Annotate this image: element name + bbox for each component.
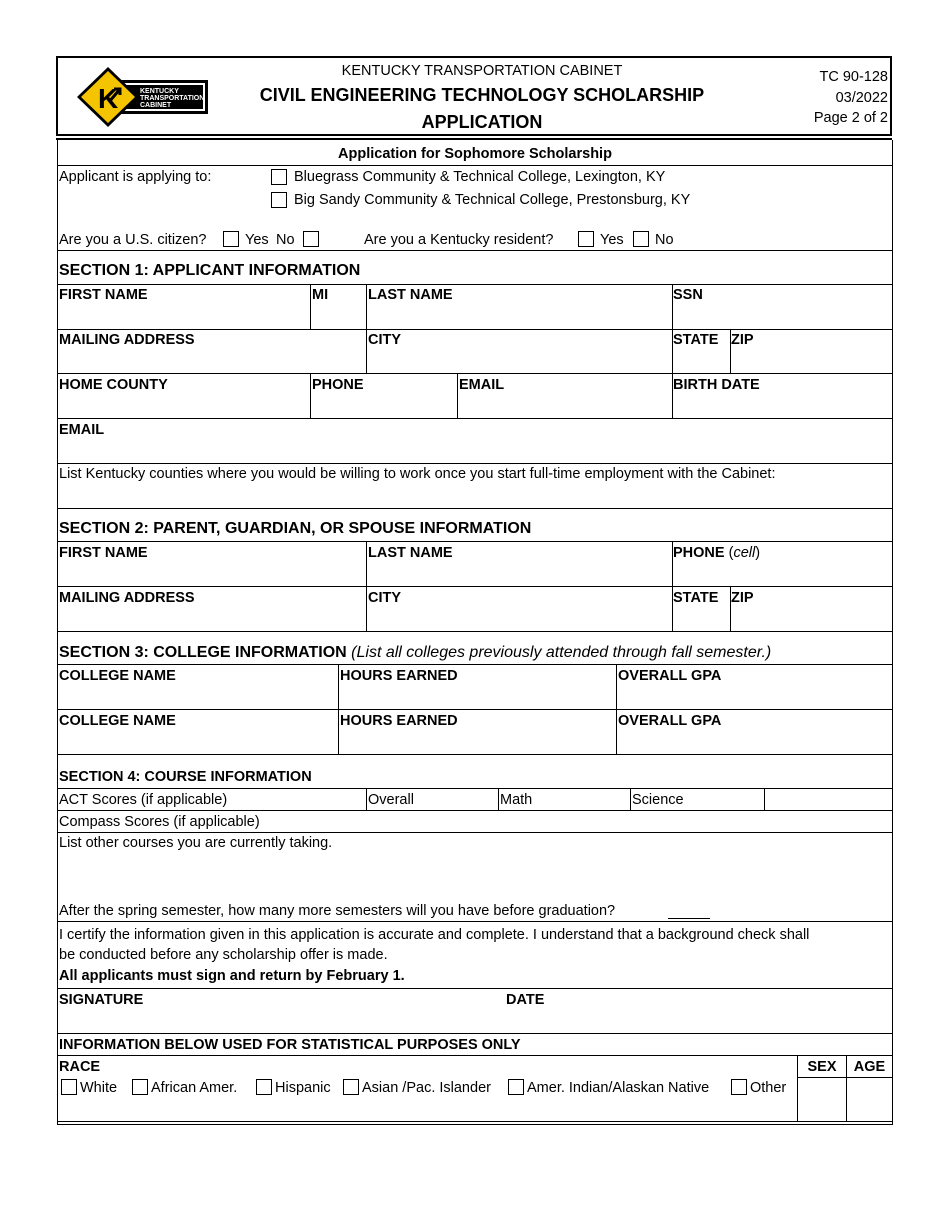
s4-semesters-question: After the spring semester, how many more semesters will you have before graduation? (59, 903, 616, 919)
rule (57, 1033, 893, 1034)
rule (310, 284, 311, 329)
race-amer-indian-checkbox[interactable] (508, 1079, 524, 1095)
citizen-yes-label: Yes (245, 232, 269, 248)
s1-city-label[interactable]: CITY (368, 332, 402, 348)
body-left-border (57, 140, 58, 1124)
s1-ssn-label[interactable]: SSN (673, 287, 703, 303)
logo-letter: K (98, 83, 119, 114)
s4-act-label: ACT Scores (if applicable) (59, 792, 228, 808)
form-title-line2: APPLICATION (421, 112, 543, 132)
s2-state-label[interactable]: STATE (673, 590, 719, 606)
rule (764, 788, 765, 810)
race-asian-checkbox[interactable] (343, 1079, 359, 1095)
rule (366, 329, 367, 373)
rule (57, 586, 893, 587)
rule (57, 709, 893, 710)
rule (366, 788, 367, 810)
resident-yes-checkbox[interactable] (578, 231, 594, 247)
s2-phone-label: PHONE (673, 545, 725, 561)
rule (457, 373, 458, 418)
rule (57, 418, 893, 419)
s3-college-name-1-label[interactable]: COLLEGE NAME (59, 668, 176, 684)
s3-hours-earned-2-label[interactable]: HOURS EARNED (340, 713, 458, 729)
rule (630, 788, 631, 810)
certification-deadline: All applicants must sign and return by February 1. (59, 968, 405, 984)
s1-zip-label[interactable]: ZIP (731, 332, 754, 348)
rule (498, 788, 499, 810)
citizen-question: Are you a U.S. citizen? (59, 232, 207, 248)
rule (57, 508, 893, 509)
race-amer-indian-label: Amer. Indian/Alaskan Native (527, 1080, 710, 1096)
s2-phone-label-group[interactable]: PHONE (cell) (673, 545, 761, 561)
section4-title: SECTION 4: COURSE INFORMATION (59, 769, 312, 785)
resident-no-label: No (655, 232, 674, 248)
sex-label[interactable]: SEX (807, 1059, 837, 1075)
college-option-2-label: Big Sandy Community & Technical College, Prestonsburg, KY (294, 192, 691, 208)
s2-city-label[interactable]: CITY (368, 590, 402, 606)
s4-compass-field[interactable]: Compass Scores (if applicable) (59, 814, 260, 830)
rule (57, 754, 893, 755)
s4-semesters-blank[interactable] (668, 918, 710, 919)
section2-title: SECTION 2: PARENT, GUARDIAN, OR SPOUSE INFORMATION (59, 520, 532, 537)
resident-question: Are you a Kentucky resident? (364, 232, 554, 248)
rule (797, 1077, 893, 1078)
rule (57, 1055, 893, 1056)
citizen-yes-checkbox[interactable] (223, 231, 239, 247)
college-option-1-label: Bluegrass Community & Technical College, Lexington, KY (294, 169, 666, 185)
body-right-border (892, 140, 893, 1124)
rule (57, 250, 893, 251)
s1-birth-date-label[interactable]: BIRTH DATE (673, 377, 760, 393)
s2-zip-label[interactable]: ZIP (731, 590, 754, 606)
race-hispanic-label: Hispanic (275, 1080, 331, 1096)
race-white-label: White (80, 1080, 118, 1096)
header-divider (56, 138, 892, 140)
race-white-checkbox[interactable] (61, 1079, 77, 1095)
form-date: 03/2022 (835, 90, 888, 106)
rule (57, 165, 893, 166)
rule (57, 373, 893, 374)
college-option-2-checkbox[interactable] (271, 192, 287, 208)
date-label[interactable]: DATE (506, 992, 545, 1008)
rule (57, 832, 893, 833)
body-bottom-border-2 (57, 1124, 893, 1125)
logo-text-line3: CABINET (140, 102, 172, 109)
rule (57, 541, 893, 542)
rule (57, 631, 893, 632)
section3-note: (List all colleges previously attended through fall semester.) (351, 644, 772, 661)
form-number: TC 90-128 (819, 69, 888, 85)
race-other-label: Other (750, 1080, 787, 1096)
rule (57, 810, 893, 811)
rule (57, 664, 893, 665)
race-asian-label: Asian /Pac. Islander (362, 1080, 491, 1096)
s3-college-name-2-label[interactable]: COLLEGE NAME (59, 713, 176, 729)
agency-name: KENTUCKY TRANSPORTATION CABINET (341, 63, 623, 79)
kytc-logo (76, 66, 210, 128)
s1-first-name-label[interactable]: FIRST NAME (59, 287, 148, 303)
rule (310, 373, 311, 418)
s3-overall-gpa-2-label[interactable]: OVERALL GPA (618, 713, 722, 729)
statistics-heading: INFORMATION BELOW USED FOR STATISTICAL PURPOSES ONLY (59, 1037, 521, 1053)
race-african-checkbox[interactable] (132, 1079, 148, 1095)
rule (57, 284, 893, 285)
s1-state-label[interactable]: STATE (673, 332, 719, 348)
logo-text-line1: KENTUCKY (140, 88, 179, 95)
s1-counties-prompt[interactable]: List Kentucky counties where you would be willing to work once you start full-time employment with the Cabinet: (59, 466, 776, 482)
body-bottom-border (57, 1121, 893, 1122)
s2-mailing-address-label[interactable]: MAILING ADDRESS (59, 590, 195, 606)
logo-text-line2: TRANSPORTATION (140, 95, 205, 102)
s4-other-courses-field[interactable]: List other courses you are currently taking. (59, 835, 333, 851)
race-other-checkbox[interactable] (731, 1079, 747, 1095)
s4-overall-field[interactable]: Overall (368, 792, 414, 808)
intro-heading: Application for Sophomore Scholarship (338, 146, 612, 162)
race-label: RACE (59, 1059, 101, 1075)
s1-mailing-address-label[interactable]: MAILING ADDRESS (59, 332, 195, 348)
s3-overall-gpa-1-label[interactable]: OVERALL GPA (618, 668, 722, 684)
certification-line1: I certify the information given in this application is accurate and complete. I understand that a background check shall (59, 927, 810, 943)
s1-last-name-label[interactable]: LAST NAME (368, 287, 453, 303)
signature-label[interactable]: SIGNATURE (59, 992, 144, 1008)
page-number: Page 2 of 2 (813, 110, 888, 126)
citizen-no-label: No (276, 232, 295, 248)
rule (57, 988, 893, 989)
s2-last-name-label[interactable]: LAST NAME (368, 545, 453, 561)
s1-email2-label[interactable]: EMAIL (59, 422, 105, 438)
s2-phone-note: cell (733, 545, 756, 561)
rule (366, 284, 367, 329)
college-option-1-checkbox[interactable] (271, 169, 287, 185)
s1-home-county-label[interactable]: HOME COUNTY (59, 377, 168, 393)
rule (57, 463, 893, 464)
certification-line2: be conducted before any scholarship offer is made. (59, 947, 388, 963)
form-title-line1: CIVIL ENGINEERING TECHNOLOGY SCHOLARSHIP (259, 85, 705, 105)
s1-phone-label[interactable]: PHONE (312, 377, 364, 393)
applying-label: Applicant is applying to: (59, 169, 212, 185)
s1-email-label[interactable]: EMAIL (459, 377, 505, 393)
race-african-label: African Amer. (151, 1080, 238, 1096)
rule (57, 921, 893, 922)
resident-no-checkbox[interactable] (633, 231, 649, 247)
citizen-no-checkbox[interactable] (303, 231, 319, 247)
section3-title: SECTION 3: COLLEGE INFORMATION (59, 644, 347, 661)
section1-title: SECTION 1: APPLICANT INFORMATION (59, 262, 361, 279)
s1-mi-label[interactable]: MI (312, 287, 329, 303)
race-hispanic-checkbox[interactable] (256, 1079, 272, 1095)
rule (57, 788, 893, 789)
section3-title-group (59, 644, 771, 662)
rule (57, 329, 893, 330)
resident-yes-label: Yes (600, 232, 624, 248)
s4-science-field[interactable]: Science (632, 792, 684, 808)
s2-first-name-label[interactable]: FIRST NAME (59, 545, 148, 561)
s4-math-field[interactable]: Math (500, 792, 533, 808)
s3-hours-earned-1-label[interactable]: HOURS EARNED (340, 668, 458, 684)
age-label[interactable]: AGE (853, 1059, 886, 1075)
